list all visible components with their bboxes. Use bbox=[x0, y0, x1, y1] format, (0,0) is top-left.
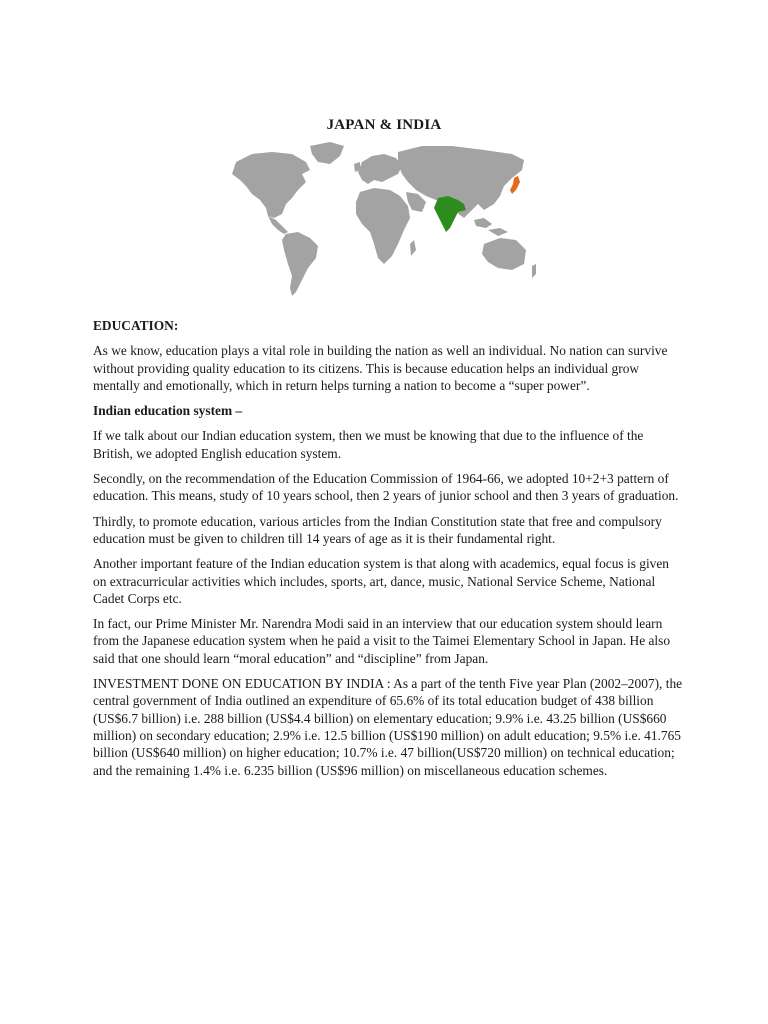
document-body bbox=[93, 317, 685, 787]
page-title: JAPAN & INDIA bbox=[326, 117, 442, 133]
education-heading: EDUCATION: bbox=[93, 318, 179, 333]
paragraph-british-influence: If we talk about our Indian education system, then we must be knowing that due to the influence of the British, we adopted English education system. bbox=[93, 428, 644, 461]
paragraph-investment: INVESTMENT DONE ON EDUCATION BY INDIA : As a part of the tenth Five year Plan (2002–2007), the central government of India outlined an expenditure of 65.6% of its total education budget of 438 billion (US$6.7 billion) i.e. 288 billion (US$4.4 billion) on elementary education; 9.9% i.e. 43.25 billion (US$660 million) on secondary education; 2.9% i.e. 12.5 billion (US$190 million) on adult education; 9.5% i.e. 41.765 billion (US$640 million) on higher education; 10.7% i.e. 47 billion(US$720 million) on technical education; and the remaining 1.4% i.e. 6.235 billion (US$96 million) on miscellaneous education schemes. bbox=[93, 676, 683, 778]
map-land bbox=[232, 142, 536, 296]
japan-highlight bbox=[510, 176, 520, 194]
paragraph-constitution: Thirdly, to promote education, various articles from the Indian Constitution state that free and compulsory education must be given to children till 14 years of age as it is their fundamental right. bbox=[93, 513, 662, 546]
paragraph-extracurricular: Another important feature of the Indian education system is that along with academics, equal focus is given on extracurricular activities which includes, sports, art, dance, music, National Service Scheme, National Cadet Corps etc. bbox=[93, 556, 669, 606]
world-map-image bbox=[222, 140, 542, 300]
paragraph-modi-visit: In fact, our Prime Minister Mr. Narendra Modi said in an interview that our education system should learn from the Japanese education system when he paid a visit to the Taimei Elementary School in Japan. He also said that one should learn “moral education” and “discipline” from Japan. bbox=[93, 616, 671, 666]
intro-paragraph: As we know, education plays a vital role in building the nation as well an individual. No nation can survive without providing quality education to its citizens. This is because education helps an individual grow mentally and emotionally, which in return helps turning a nation to become a “super power”. bbox=[93, 343, 668, 393]
indian-system-heading: Indian education system – bbox=[93, 403, 243, 419]
paragraph-education-commission: Secondly, on the recommendation of the Education Commission of 1964-66, we adopted 10+2+3 pattern of education. This means, study of 10 years school, then 2 years of junior school and then 3 years of graduation. bbox=[93, 471, 679, 504]
